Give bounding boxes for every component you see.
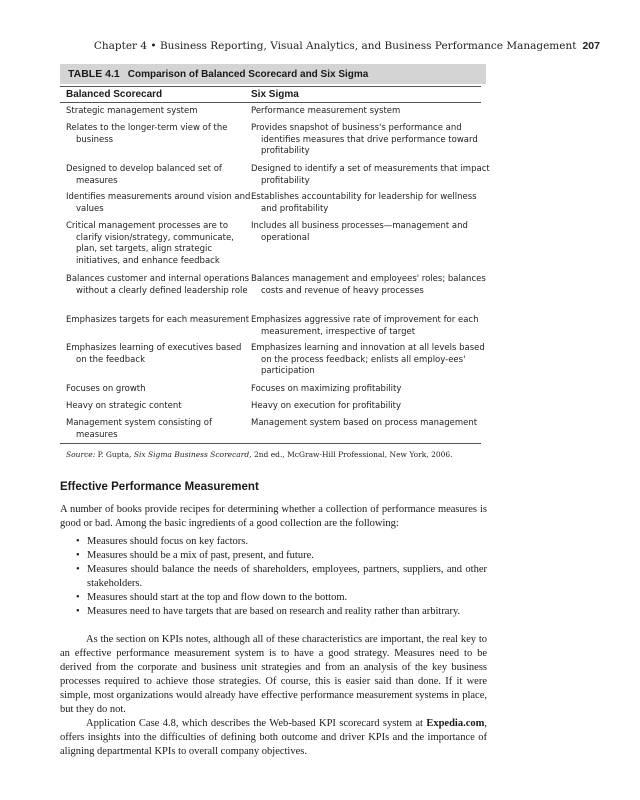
bullet-text: Measures should start at the top and flow down to the bottom. — [87, 592, 348, 603]
table-cell: Focuses on maximizing profitability — [251, 384, 402, 394]
table-cell: Designed to develop balanced set of measures — [66, 164, 222, 186]
column-header-balanced-scorecard: Balanced Scorecard — [66, 89, 163, 100]
list-item — [76, 591, 487, 605]
page-number: 207 — [582, 40, 600, 52]
table-header-rule — [60, 102, 481, 103]
table-cell: Identifies measurements around vision and values — [66, 192, 251, 214]
table-cell: Focuses on growth — [66, 384, 146, 394]
body-paragraph: As the section on KPIs notes, although all of these characteristics are important, the real key to an effective performance measurement system is to have a good strategy. Measures need to be derived from the corporate and business unit strategies and from an analysis of the key business processes required to achieve those strategies. Of course, this is easier said than done. If it were simple, most organizations would already have effective performance measurement systems in place, but they do not. — [60, 634, 487, 715]
table-cell: Management system based on process management — [251, 418, 478, 428]
list-item — [76, 549, 487, 563]
table-cell: Relates to the longer-term view of the business — [66, 123, 228, 145]
list-item — [76, 563, 487, 591]
table-cell: Emphasizes aggressive rate of improvement for each measurement, irrespective of target — [251, 315, 479, 337]
table-cell: Strategic management system — [66, 106, 198, 116]
company-name: Expedia.com — [426, 718, 485, 729]
table-cell: Heavy on strategic content — [66, 401, 182, 411]
bullet-icon: • — [76, 550, 80, 561]
table-cell: Balances management and employees' roles; balances costs and revenue of heavy processes — [251, 274, 486, 296]
table-bottom-rule — [60, 443, 481, 444]
bullet-list — [76, 535, 487, 619]
running-head-text: Chapter 4 • Business Reporting, Visual Analytics, and Business Performance Management — [93, 40, 577, 52]
table-source-note — [66, 450, 486, 459]
bullet-text: Measures should balance the needs of shareholders, employees, partners, suppliers, and other stakeholders. — [87, 564, 487, 589]
para-text: , offers insights into the difficulties of defining both outcome and driver KPIs and the importance of aligning departmental KPIs to overall company objectives. — [60, 718, 487, 757]
table-cell: Emphasizes learning and innovation at all levels based on the process feedback; enlists all employ-ees' participation — [251, 343, 485, 377]
column-header-six-sigma: Six Sigma — [251, 89, 299, 100]
bullet-text: Measures should be a mix of past, present, and future. — [87, 550, 314, 561]
body-paragraph-application-case — [60, 717, 487, 759]
table-cell: Heavy on execution for profitability — [251, 401, 402, 411]
para-text: Application Case 4.8, which describes the Web-based KPI scorecard system at — [86, 718, 423, 729]
source-details: 2nd ed., McGraw-Hill Professional, New York, 2006. — [253, 450, 453, 459]
table-cell: Critical management processes are to clarify vision/strategy, communicate, plan, set targets, align strategic initiatives, and enhance feedback — [66, 221, 234, 267]
source-author: P. Gupta, — [97, 450, 132, 459]
table-cell: Designed to identify a set of measurements that impact profitability — [251, 164, 490, 186]
source-label: Source: — [66, 450, 96, 459]
table-caption — [60, 64, 486, 84]
table-cell: Emphasizes learning of executives based on the feedback — [66, 343, 242, 365]
table-cell: Performance measurement system — [251, 106, 401, 116]
intro-paragraph: A number of books provide recipes for determining whether a collection of performance measures is good or bad. Among the basic ingredients of a good collection are the following: — [60, 504, 487, 529]
section-heading: Effective Performance Measurement — [60, 481, 259, 493]
table-cell: Provides snapshot of business's performance and identifies measures that drive performance toward profitability — [251, 123, 478, 157]
bullet-text: Measures should focus on key factors. — [87, 536, 248, 547]
list-item — [76, 605, 487, 619]
table-cell: Includes all business processes—management and operational — [251, 221, 468, 243]
table-cell: Establishes accountability for leadership for wellness and profitability — [251, 192, 477, 214]
table-cell: Emphasizes targets for each measurement — [66, 315, 250, 325]
bullet-icon: • — [76, 536, 80, 547]
list-item — [76, 535, 487, 549]
table-top-rule — [60, 86, 481, 87]
source-book-title: Six Sigma Business Scorecard, — [133, 450, 252, 459]
table-cell: Management system consisting of measures — [66, 418, 212, 440]
table-title: Comparison of Balanced Scorecard and Six Sigma — [127, 69, 369, 80]
bullet-icon: • — [76, 606, 80, 617]
bullet-text: Measures need to have targets that are based on research and reality rather than arbitrary. — [87, 606, 461, 617]
table-label: TABLE 4.1 — [68, 68, 120, 80]
bullet-icon: • — [76, 592, 80, 603]
running-head — [60, 40, 600, 52]
bullet-icon: • — [76, 564, 80, 575]
table-cell: Balances customer and internal operations without a clearly defined leadership role — [66, 274, 250, 296]
